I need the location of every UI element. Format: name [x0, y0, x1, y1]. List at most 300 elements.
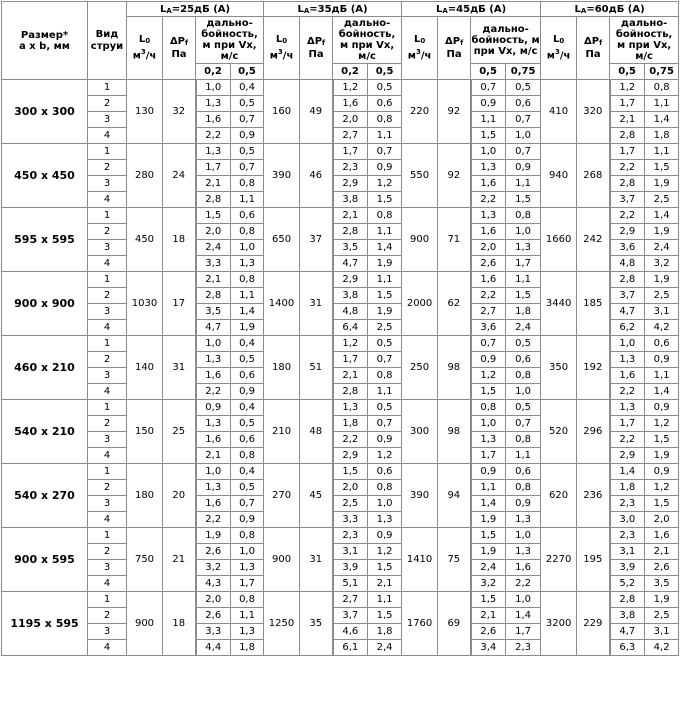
range-cell: 2,1 — [471, 608, 506, 624]
range-cell: 2,6 — [471, 624, 506, 640]
range-cell: 0,7 — [471, 336, 506, 352]
range-cell: 1,0 — [196, 464, 231, 480]
range-cell: 2,4 — [645, 240, 679, 256]
range-cell: 1,3 — [610, 352, 645, 368]
jet-type-cell: 4 — [88, 448, 127, 464]
range-cell: 0,6 — [368, 464, 402, 480]
flow-cell: 1660 — [541, 208, 577, 272]
range-cell: 1,7 — [196, 160, 231, 176]
range-cell: 1,8 — [610, 480, 645, 496]
range-header: дально-бойность, м при Vx, м/с — [196, 17, 264, 64]
range-cell: 0,8 — [471, 400, 506, 416]
range-cell: 2,8 — [333, 224, 368, 240]
range-cell: 1,3 — [196, 144, 231, 160]
range-cell: 2,2 — [196, 128, 231, 144]
range-cell: 1,1 — [645, 368, 679, 384]
range-cell: 1,0 — [610, 336, 645, 352]
group-header-3: $L_A=60дБ$ (А) — [541, 2, 679, 17]
flow-cell: 180 — [127, 464, 163, 528]
range-cell: 1,8 — [333, 416, 368, 432]
jet-type-cell: 2 — [88, 96, 127, 112]
range-cell: 4,8 — [333, 304, 368, 320]
range-cell: 3,3 — [333, 512, 368, 528]
range-cell: 3,2 — [645, 256, 679, 272]
size-cell: 595 x 595 — [2, 208, 88, 272]
range-cell: 0,5 — [231, 480, 264, 496]
range-cell: 1,3 — [196, 416, 231, 432]
pressure-cell: 37 — [300, 208, 333, 272]
range-cell: 0,5 — [506, 400, 541, 416]
range-cell: 2,8 — [196, 288, 231, 304]
range-cell: 1,0 — [368, 496, 402, 512]
range-cell: 2,9 — [610, 224, 645, 240]
range-cell: 2,4 — [368, 640, 402, 656]
range-cell: 0,4 — [231, 400, 264, 416]
range-cell: 2,3 — [506, 640, 541, 656]
range-cell: 1,7 — [610, 144, 645, 160]
flow-cell: 900 — [264, 528, 300, 592]
flow-cell: 900 — [402, 208, 438, 272]
flow-cell: 2000 — [402, 272, 438, 336]
range-cell: 1,3 — [231, 624, 264, 640]
range-cell: 3,7 — [610, 192, 645, 208]
range-cell: 1,2 — [333, 80, 368, 96]
range-cell: 4,3 — [196, 576, 231, 592]
range-cell: 1,7 — [333, 352, 368, 368]
range-cell: 1,8 — [506, 304, 541, 320]
range-cell: 1,0 — [506, 128, 541, 144]
range-cell: 0,9 — [645, 352, 679, 368]
range-cell: 1,3 — [471, 432, 506, 448]
range-cell: 3,5 — [333, 240, 368, 256]
range-cell: 2,3 — [333, 528, 368, 544]
range-cell: 6,1 — [333, 640, 368, 656]
range-cell: 0,6 — [231, 368, 264, 384]
pressure-cell: 75 — [438, 528, 471, 592]
range-cell: 0,9 — [645, 464, 679, 480]
range-cell: 2,0 — [471, 240, 506, 256]
range-cell: 0,9 — [506, 496, 541, 512]
pressure-header: $\Delta P_f$ Па — [300, 17, 333, 80]
range-cell: 1,3 — [333, 400, 368, 416]
range-cell: 1,4 — [645, 384, 679, 400]
range-cell: 3,9 — [333, 560, 368, 576]
pressure-cell: 49 — [300, 80, 333, 144]
table-row — [2, 144, 679, 160]
jet-type-cell: 1 — [88, 144, 127, 160]
range-cell: 0,6 — [231, 432, 264, 448]
range-cell: 2,9 — [333, 448, 368, 464]
range-cell: 1,0 — [231, 544, 264, 560]
range-cell: 1,1 — [506, 272, 541, 288]
range-cell: 1,6 — [196, 368, 231, 384]
range-cell: 4,4 — [196, 640, 231, 656]
range-cell: 3,1 — [333, 544, 368, 560]
range-cell: 3,3 — [196, 256, 231, 272]
range-cell: 0,8 — [368, 368, 402, 384]
range-cell: 2,0 — [196, 224, 231, 240]
range-cell: 1,1 — [231, 192, 264, 208]
flow-header: $L_0$ $м^3/ч$ — [402, 17, 438, 80]
size-cell: 450 x 450 — [2, 144, 88, 208]
range-cell: 2,1 — [610, 112, 645, 128]
pressure-cell: 46 — [300, 144, 333, 208]
range-cell: 1,5 — [368, 192, 402, 208]
range-cell: 1,5 — [471, 384, 506, 400]
range-cell: 0,7 — [471, 80, 506, 96]
range-cell: 1,9 — [368, 256, 402, 272]
range-cell: 3,2 — [196, 560, 231, 576]
group-header-0: $L_A=25дБ$ (А) — [127, 2, 264, 17]
range-cell: 1,1 — [368, 272, 402, 288]
range-cell: 1,8 — [645, 128, 679, 144]
range-cell: 2,8 — [610, 128, 645, 144]
range-cell: 1,9 — [471, 544, 506, 560]
range-cell: 0,6 — [506, 96, 541, 112]
range-cell: 1,3 — [368, 512, 402, 528]
range-cell: 0,5 — [368, 80, 402, 96]
range-cell: 0,5 — [506, 336, 541, 352]
velocity-header: 0,75 — [506, 64, 541, 80]
range-cell: 1,2 — [645, 416, 679, 432]
pressure-cell: 229 — [577, 592, 610, 656]
range-cell: 0,4 — [231, 80, 264, 96]
velocity-header: 0,75 — [645, 64, 679, 80]
jet-type-cell: 1 — [88, 272, 127, 288]
range-cell: 0,6 — [506, 464, 541, 480]
range-cell: 2,6 — [645, 560, 679, 576]
jet-type-cell: 2 — [88, 608, 127, 624]
range-cell: 2,0 — [333, 112, 368, 128]
jet-type-cell: 4 — [88, 192, 127, 208]
range-cell: 2,3 — [333, 160, 368, 176]
range-cell: 0,8 — [231, 592, 264, 608]
range-cell: 1,6 — [645, 528, 679, 544]
flow-cell: 1030 — [127, 272, 163, 336]
range-cell: 1,4 — [645, 208, 679, 224]
table-row — [2, 208, 679, 224]
range-cell: 1,6 — [610, 368, 645, 384]
range-cell: 1,0 — [196, 336, 231, 352]
jet-type-cell: 4 — [88, 384, 127, 400]
flow-cell: 940 — [541, 144, 577, 208]
range-cell: 6,4 — [333, 320, 368, 336]
range-cell: 0,7 — [231, 496, 264, 512]
table-body — [2, 80, 679, 656]
range-cell: 1,1 — [368, 128, 402, 144]
range-cell: 0,5 — [231, 416, 264, 432]
range-cell: 2,7 — [333, 592, 368, 608]
range-header: дально-бойность, м при Vx, м/с — [610, 17, 679, 64]
pressure-cell: 18 — [163, 208, 196, 272]
pressure-header: $\Delta P_f$ Па — [438, 17, 471, 80]
jet-type-cell: 3 — [88, 368, 127, 384]
range-cell: 1,2 — [368, 544, 402, 560]
range-cell: 0,7 — [506, 416, 541, 432]
flow-cell: 1410 — [402, 528, 438, 592]
range-cell: 1,2 — [368, 448, 402, 464]
jet-type-cell: 3 — [88, 432, 127, 448]
range-cell: 0,7 — [231, 112, 264, 128]
velocity-header: 0,2 — [333, 64, 368, 80]
velocity-header: 0,5 — [231, 64, 264, 80]
range-cell: 3,1 — [645, 304, 679, 320]
flow-cell: 180 — [264, 336, 300, 400]
range-cell: 0,8 — [368, 112, 402, 128]
range-cell: 2,2 — [196, 384, 231, 400]
range-cell: 1,3 — [231, 560, 264, 576]
pressure-cell: 45 — [300, 464, 333, 528]
range-cell: 1,4 — [506, 608, 541, 624]
range-cell: 1,5 — [368, 608, 402, 624]
range-cell: 2,2 — [610, 432, 645, 448]
pressure-cell: 71 — [438, 208, 471, 272]
range-cell: 0,7 — [506, 144, 541, 160]
range-cell: 3,0 — [610, 512, 645, 528]
jet-type-cell: 2 — [88, 352, 127, 368]
size-cell: 1195 x 595 — [2, 592, 88, 656]
range-cell: 2,9 — [610, 448, 645, 464]
range-cell: 0,7 — [368, 144, 402, 160]
range-cell: 1,0 — [471, 416, 506, 432]
range-cell: 0,5 — [506, 80, 541, 96]
jet-type-cell: 3 — [88, 176, 127, 192]
flow-cell: 450 — [127, 208, 163, 272]
jet-type-cell: 2 — [88, 288, 127, 304]
range-cell: 1,1 — [368, 224, 402, 240]
range-cell: 1,7 — [471, 448, 506, 464]
range-cell: 0,6 — [645, 336, 679, 352]
jet-type-cell: 1 — [88, 400, 127, 416]
jet-type-cell: 4 — [88, 640, 127, 656]
range-cell: 2,2 — [610, 208, 645, 224]
range-cell: 4,8 — [610, 256, 645, 272]
range-cell: 2,8 — [610, 592, 645, 608]
range-cell: 1,0 — [506, 384, 541, 400]
range-cell: 3,8 — [333, 288, 368, 304]
range-cell: 2,6 — [196, 608, 231, 624]
range-cell: 2,8 — [610, 176, 645, 192]
range-cell: 1,9 — [231, 320, 264, 336]
jet-type-cell: 3 — [88, 240, 127, 256]
range-cell: 2,0 — [333, 480, 368, 496]
range-cell: 1,6 — [196, 496, 231, 512]
range-cell: 0,9 — [231, 384, 264, 400]
range-cell: 0,9 — [368, 528, 402, 544]
range-cell: 5,1 — [333, 576, 368, 592]
flow-cell: 750 — [127, 528, 163, 592]
flow-cell: 650 — [264, 208, 300, 272]
range-cell: 4,2 — [645, 640, 679, 656]
flow-cell: 280 — [127, 144, 163, 208]
range-cell: 2,1 — [196, 176, 231, 192]
pressure-cell: 31 — [300, 528, 333, 592]
range-cell: 1,2 — [333, 336, 368, 352]
flow-cell: 3440 — [541, 272, 577, 336]
range-cell: 1,6 — [506, 560, 541, 576]
range-cell: 0,6 — [506, 352, 541, 368]
range-cell: 3,7 — [610, 288, 645, 304]
range-cell: 1,4 — [368, 240, 402, 256]
size-cell: 540 x 210 — [2, 400, 88, 464]
range-cell: 0,9 — [231, 128, 264, 144]
flow-cell: 270 — [264, 464, 300, 528]
flow-cell: 150 — [127, 400, 163, 464]
range-cell: 0,9 — [368, 160, 402, 176]
range-cell: 1,6 — [196, 432, 231, 448]
size-header — [2, 2, 88, 80]
range-cell: 1,5 — [506, 288, 541, 304]
velocity-header: 0,2 — [196, 64, 231, 80]
range-cell: 0,9 — [645, 400, 679, 416]
pressure-cell: 98 — [438, 336, 471, 400]
range-cell: 0,9 — [506, 160, 541, 176]
range-cell: 1,7 — [333, 144, 368, 160]
jet-type-cell: 3 — [88, 304, 127, 320]
range-cell: 1,7 — [231, 576, 264, 592]
size-cell: 900 x 595 — [2, 528, 88, 592]
range-cell: 3,8 — [333, 192, 368, 208]
flow-cell: 3200 — [541, 592, 577, 656]
range-cell: 2,2 — [196, 512, 231, 528]
range-cell: 2,9 — [333, 176, 368, 192]
range-cell: 2,1 — [645, 544, 679, 560]
range-cell: 1,6 — [333, 96, 368, 112]
range-cell: 2,6 — [471, 256, 506, 272]
range-cell: 1,5 — [368, 560, 402, 576]
range-cell: 0,8 — [368, 480, 402, 496]
range-cell: 3,4 — [471, 640, 506, 656]
range-cell: 1,8 — [368, 624, 402, 640]
range-cell: 0,9 — [471, 464, 506, 480]
velocity-header: 0,5 — [610, 64, 645, 80]
range-cell: 2,1 — [368, 576, 402, 592]
range-cell: 2,4 — [196, 240, 231, 256]
range-cell: 2,5 — [645, 608, 679, 624]
jet-type-cell: 3 — [88, 624, 127, 640]
pressure-cell: 296 — [577, 400, 610, 464]
table-row — [2, 592, 679, 608]
range-cell: 0,4 — [231, 336, 264, 352]
pressure-cell: 18 — [163, 592, 196, 656]
range-cell: 2,3 — [610, 496, 645, 512]
range-cell: 2,4 — [506, 320, 541, 336]
jet-type-cell: 2 — [88, 224, 127, 240]
flow-cell: 160 — [264, 80, 300, 144]
jet-type-cell: 1 — [88, 80, 127, 96]
range-cell: 0,9 — [471, 352, 506, 368]
jet-type-cell: 3 — [88, 112, 127, 128]
jet-type-cell: 2 — [88, 160, 127, 176]
range-cell: 0,4 — [231, 464, 264, 480]
pressure-cell: 192 — [577, 336, 610, 400]
table-row — [2, 80, 679, 96]
range-cell: 1,3 — [471, 160, 506, 176]
range-cell: 1,2 — [471, 368, 506, 384]
flow-header: $L_0$ $м^3/ч$ — [264, 17, 300, 80]
jet-type-cell: 1 — [88, 336, 127, 352]
velocity-header: 0,5 — [368, 64, 402, 80]
range-cell: 1,6 — [471, 224, 506, 240]
range-cell: 1,1 — [231, 608, 264, 624]
range-cell: 1,2 — [645, 480, 679, 496]
range-cell: 2,8 — [333, 384, 368, 400]
range-cell: 1,6 — [196, 112, 231, 128]
range-cell: 0,7 — [231, 160, 264, 176]
flow-cell: 2270 — [541, 528, 577, 592]
range-cell: 1,0 — [506, 224, 541, 240]
flow-cell: 1760 — [402, 592, 438, 656]
range-cell: 1,6 — [471, 176, 506, 192]
range-cell: 1,1 — [471, 480, 506, 496]
range-header: дально-бойность, м при Vx, м/с — [471, 17, 541, 64]
pressure-cell: 25 — [163, 400, 196, 464]
range-cell: 4,2 — [645, 320, 679, 336]
pressure-cell: 242 — [577, 208, 610, 272]
range-cell: 1,9 — [645, 224, 679, 240]
range-cell: 2,2 — [471, 192, 506, 208]
range-cell: 3,3 — [196, 624, 231, 640]
jet-type-cell: 1 — [88, 592, 127, 608]
range-cell: 3,1 — [610, 544, 645, 560]
range-cell: 1,5 — [333, 464, 368, 480]
jet-type-cell: 4 — [88, 576, 127, 592]
range-cell: 1,5 — [471, 592, 506, 608]
pressure-cell: 98 — [438, 400, 471, 464]
pressure-cell: 195 — [577, 528, 610, 592]
range-cell: 1,5 — [471, 128, 506, 144]
range-cell: 1,7 — [506, 624, 541, 640]
range-cell: 6,2 — [610, 320, 645, 336]
spec-table — [1, 1, 679, 656]
range-cell: 4,7 — [610, 624, 645, 640]
range-cell: 2,5 — [645, 192, 679, 208]
pressure-header: $\Delta P_f$ Па — [163, 17, 196, 80]
range-cell: 0,8 — [231, 448, 264, 464]
range-header: дально-бойность, м при Vx, м/с — [333, 17, 402, 64]
range-cell: 1,3 — [196, 96, 231, 112]
range-cell: 0,7 — [506, 112, 541, 128]
range-cell: 4,7 — [333, 256, 368, 272]
range-cell: 1,0 — [471, 144, 506, 160]
range-cell: 2,5 — [333, 496, 368, 512]
range-cell: 1,5 — [645, 496, 679, 512]
pressure-cell: 24 — [163, 144, 196, 208]
flow-cell: 140 — [127, 336, 163, 400]
range-cell: 2,1 — [333, 368, 368, 384]
range-cell: 2,2 — [610, 160, 645, 176]
range-cell: 2,2 — [506, 576, 541, 592]
flow-cell: 550 — [402, 144, 438, 208]
jet-type-cell: 4 — [88, 128, 127, 144]
size-cell: 900 x 900 — [2, 272, 88, 336]
pressure-cell: 51 — [300, 336, 333, 400]
flow-header: $L_0$ $м^3/ч$ — [541, 17, 577, 80]
range-cell: 0,8 — [231, 272, 264, 288]
range-cell: 1,1 — [645, 144, 679, 160]
range-cell: 1,5 — [645, 432, 679, 448]
range-cell: 1,9 — [645, 176, 679, 192]
pressure-cell: 62 — [438, 272, 471, 336]
range-cell: 2,8 — [196, 192, 231, 208]
table-row — [2, 528, 679, 544]
range-cell: 3,1 — [645, 624, 679, 640]
range-cell: 2,2 — [610, 384, 645, 400]
size-cell: 300 x 300 — [2, 80, 88, 144]
pressure-cell: 185 — [577, 272, 610, 336]
jet-type-cell: 1 — [88, 464, 127, 480]
jet-type-cell: 2 — [88, 480, 127, 496]
